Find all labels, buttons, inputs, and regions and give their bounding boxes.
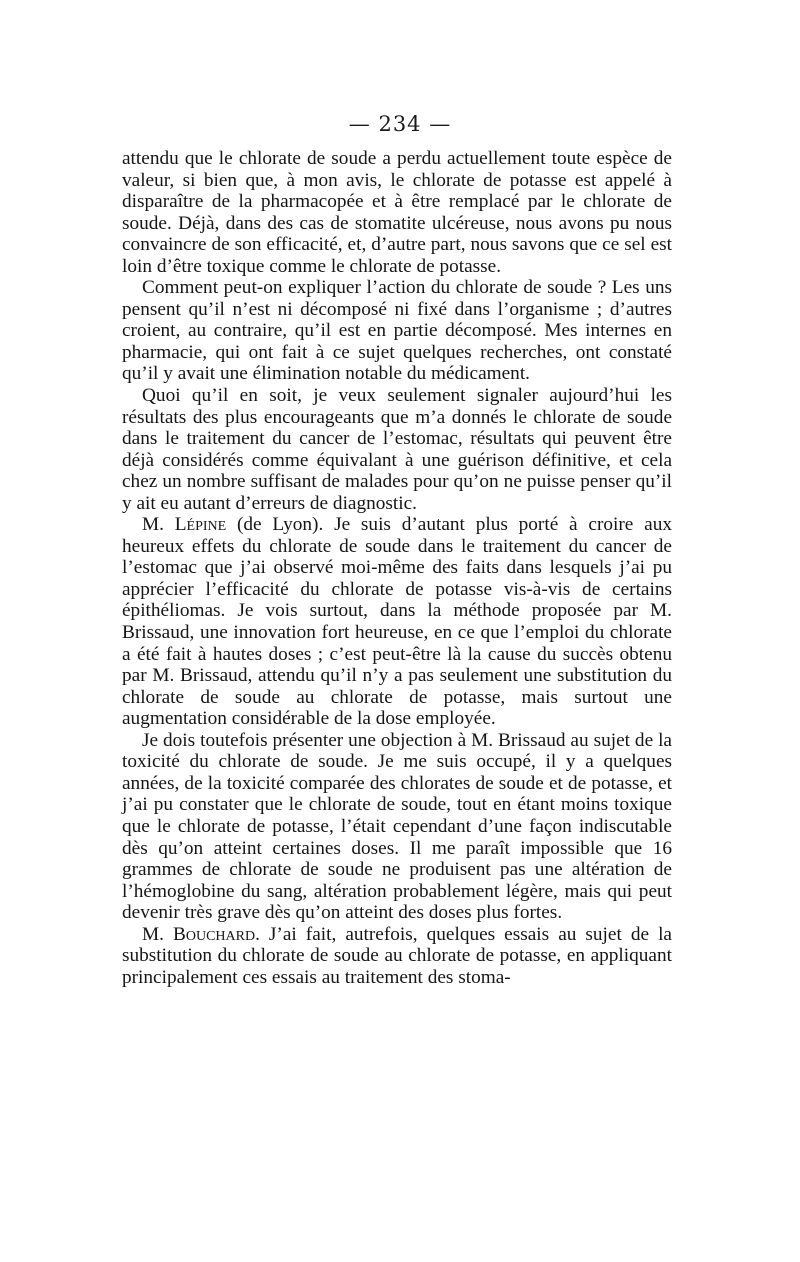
paragraph-text: Quoi qu’il en soit, je veux seulement signaler aujourd’hui les résultats des plus encourageants que m’a donnés le chlorate de soude dans le traitement du cancer de l’estomac, résultats qui peuvent être déjà considérés comme équivalant à une guérison définitive, et cela chez un nombre suffisant de malades pour qu’on ne puisse penser qu’il y ait eu autant d’erreurs de diagnostic. bbox=[122, 385, 672, 514]
paragraph-text: Comment peut-on expliquer l’action du chlorate de soude ? Les uns pensent qu’il n’est ni décomposé ni fixé dans l’organisme ; d’autres croient, au contraire, qu’il est en partie décomposé. Mes internes en pharmacie, qui ont fait à ce sujet quelques recherches, ont constaté qu’il y avait une élimination notable du médicament. bbox=[122, 277, 672, 385]
paragraph-text: attendu que le chlorate de soude a perdu actuellement toute espèce de valeur, si bien que, à mon avis, le chlorate de potasse est appelé à disparaître de la pharmacopée et à être remplacé par le chlorate de soude. Déjà, dans des cas de stomatite ulcéreuse, nous avons pu nous convaincre de son efficacité, et, d’autre part, nous savons que ce sel est loin d’être toxique comme le chlorate de potasse. bbox=[122, 148, 672, 277]
paragraph-text: . J’ai fait, autrefois, quelques essais au sujet de la substitution du chlorate de soude au chlorate de potasse, en appliquant principalement ces essais au traitement des stoma- bbox=[122, 923, 672, 988]
speaker-name: M. Bouchard bbox=[142, 923, 256, 945]
paragraph-text: (de Lyon). Je suis d’autant plus porté à croire aux heureux effets du chlorate de soude dans le traitement du cancer de l’estomac que j’ai observé moi-même des faits dans lesquels j’ai pu apprécier l’efficacité du chlorate de potasse vis-à-vis de certains épithéliomas. Je vois surtout, dans la méthode proposée par M. Brissaud, une innovation fort heureuse, en ce que l’emploi du chlorate a été fait à hautes doses ; c’est peut-être là la cause du succès obtenu par M. Brissaud, attendu qu’il n’y a pas seulement une substitution du chlorate de soude au chlorate de potasse, mais surtout une augmentation considérable de la dose employée. bbox=[122, 514, 672, 730]
paragraph-chlorate-action bbox=[122, 277, 672, 385]
paragraph-objection bbox=[122, 730, 672, 924]
paragraph-bouchard bbox=[122, 924, 672, 989]
speaker-name: M. Lépine bbox=[142, 514, 227, 536]
paragraph-text: Je dois toutefois présenter une objection à M. Brissaud au sujet de la toxicité du chlorate de soude. Je me suis occupé, il y a quelques années, de la toxicité comparée des chlorates de soude et de potasse, et j’ai pu constater que le chlorate de soude, tout en étant moins toxique que le chlorate de potasse, l’était cependant d’une façon indiscutable dès qu’on atteint certaines doses. Il me paraît impossible que 16 grammes de chlorate de soude ne produisent pas une altération de l’hémoglobine du sang, altération probablement légère, mais qui peut devenir très grave dès qu’on atteint des doses plus fortes. bbox=[122, 729, 672, 924]
paragraph-results bbox=[122, 385, 672, 514]
page-number: — 234 — bbox=[348, 112, 452, 136]
paragraph-lepine bbox=[122, 514, 672, 729]
paragraph-continuation bbox=[122, 148, 672, 277]
body-text bbox=[122, 148, 672, 988]
